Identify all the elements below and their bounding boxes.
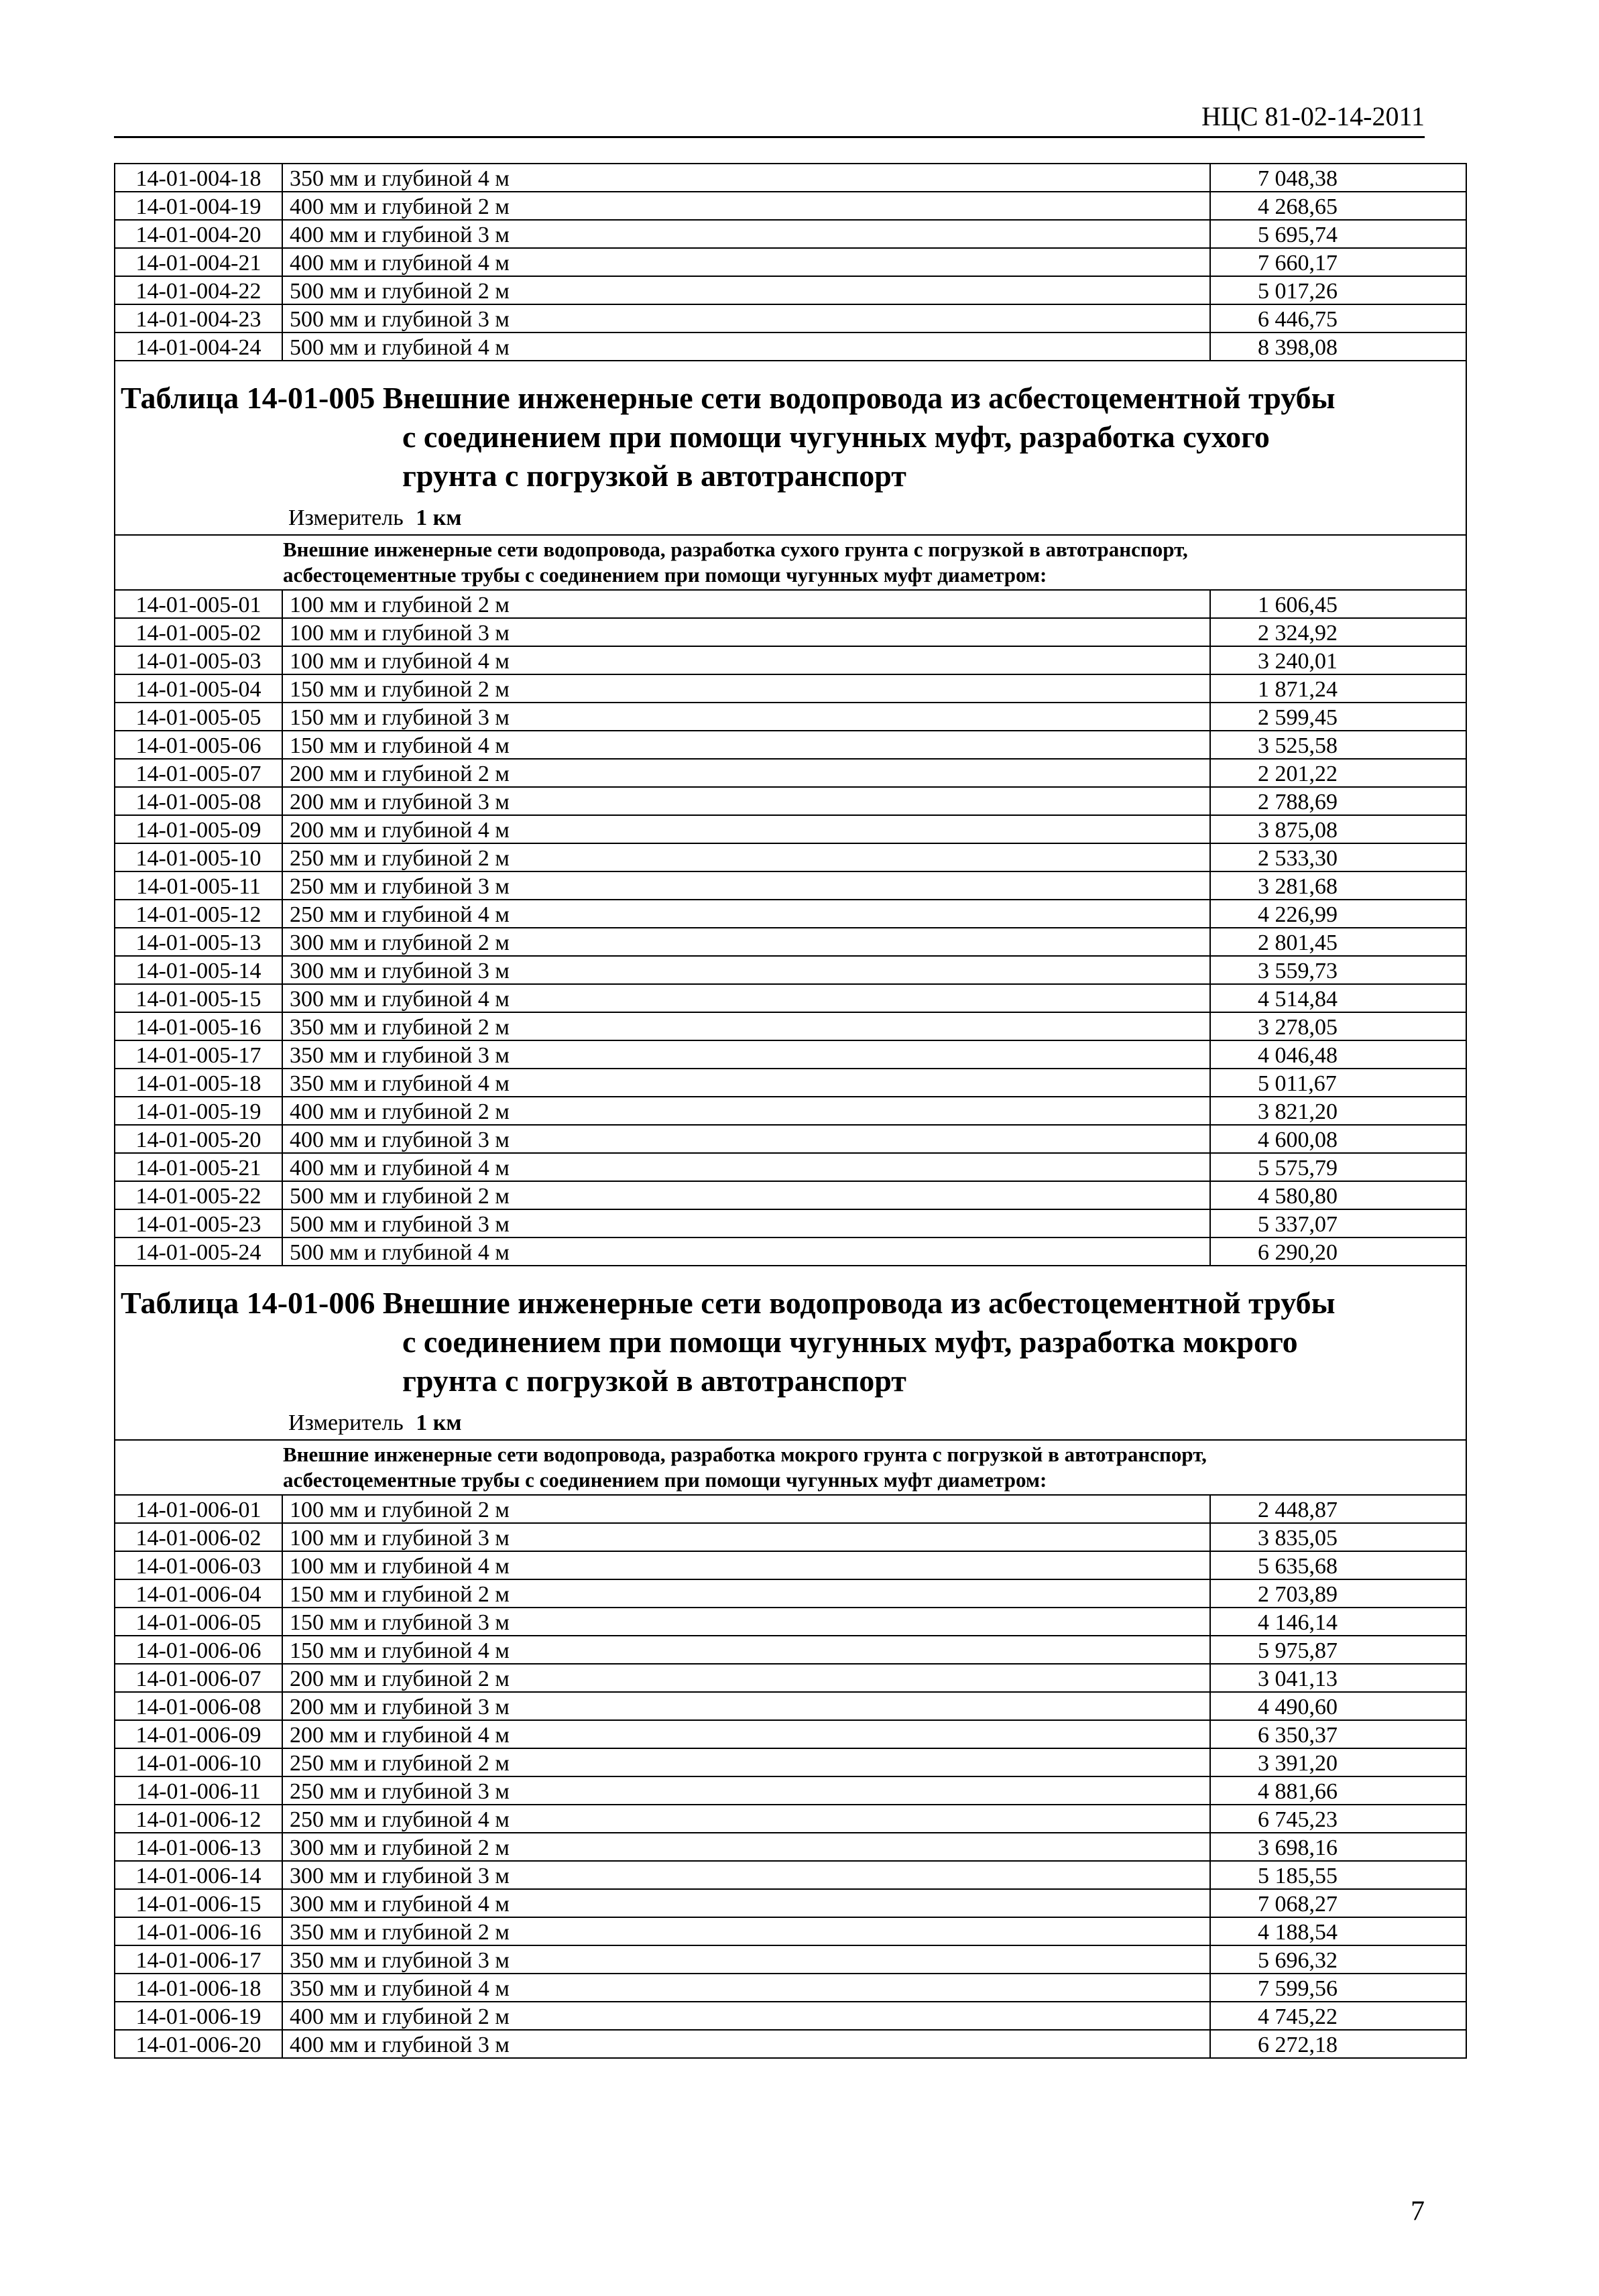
item-description: 100 мм и глубиной 2 м — [282, 1495, 1210, 1523]
rate-code: 14-01-005-20 — [115, 1125, 282, 1153]
rate-code: 14-01-005-13 — [115, 928, 282, 956]
rate-code: 14-01-006-13 — [115, 1833, 282, 1861]
price-value: 5 696,32 — [1210, 1945, 1466, 1974]
table-row — [115, 703, 1466, 731]
table-title-line: Таблица 14-01-006 Внешние инженерные сети водопровода из асбестоцементной трубы — [121, 1286, 1336, 1320]
unit-value: 1 км — [416, 1410, 462, 1435]
unit-value: 1 км — [416, 505, 462, 530]
item-description: 500 мм и глубиной 4 м — [282, 1237, 1210, 1266]
item-description: 200 мм и глубиной 3 м — [282, 787, 1210, 815]
price-value: 4 146,14 — [1210, 1608, 1466, 1636]
rate-code: 14-01-005-05 — [115, 703, 282, 731]
rate-code: 14-01-005-14 — [115, 956, 282, 984]
price-value: 5 185,55 — [1210, 1861, 1466, 1889]
table-row — [115, 787, 1466, 815]
page-number: 7 — [1411, 2196, 1425, 2227]
price-value: 5 635,68 — [1210, 1551, 1466, 1579]
price-value: 2 703,89 — [1210, 1579, 1466, 1608]
group-header-line: асбестоцементные трубы с соединением при помощи чугунных муфт диаметром: — [283, 563, 1047, 587]
price-value: 6 446,75 — [1210, 304, 1466, 333]
rate-code: 14-01-006-14 — [115, 1861, 282, 1889]
table-row — [115, 248, 1466, 276]
price-value: 7 599,56 — [1210, 1974, 1466, 2002]
rate-code: 14-01-006-15 — [115, 1889, 282, 1917]
item-description: 350 мм и глубиной 3 м — [282, 1040, 1210, 1069]
price-value: 5 975,87 — [1210, 1636, 1466, 1664]
rate-code: 14-01-005-09 — [115, 815, 282, 843]
price-value: 4 580,80 — [1210, 1181, 1466, 1209]
item-description: 500 мм и глубиной 3 м — [282, 304, 1210, 333]
rate-code: 14-01-006-16 — [115, 1917, 282, 1945]
table-row — [115, 759, 1466, 787]
price-value: 5 695,74 — [1210, 220, 1466, 248]
price-value: 2 533,30 — [1210, 843, 1466, 871]
table-title-line: грунта с погрузкой в автотранспорт — [402, 459, 906, 493]
rate-code: 14-01-006-17 — [115, 1945, 282, 1974]
rate-code: 14-01-005-01 — [115, 590, 282, 618]
price-value: 3 525,58 — [1210, 731, 1466, 759]
price-value: 2 801,45 — [1210, 928, 1466, 956]
price-value: 6 745,23 — [1210, 1805, 1466, 1833]
rate-code: 14-01-005-02 — [115, 618, 282, 646]
item-description: 500 мм и глубиной 3 м — [282, 1209, 1210, 1237]
rate-code: 14-01-004-22 — [115, 276, 282, 304]
rate-code: 14-01-005-21 — [115, 1153, 282, 1181]
table-row — [115, 1125, 1466, 1153]
table-row — [115, 1237, 1466, 1266]
price-value: 4 514,84 — [1210, 984, 1466, 1012]
price-value: 3 559,73 — [1210, 956, 1466, 984]
item-description: 400 мм и глубиной 3 м — [282, 1125, 1210, 1153]
rate-code: 14-01-006-01 — [115, 1495, 282, 1523]
rate-code: 14-01-006-18 — [115, 1974, 282, 2002]
item-description: 100 мм и глубиной 3 м — [282, 1523, 1210, 1551]
price-value: 3 278,05 — [1210, 1012, 1466, 1040]
item-description: 400 мм и глубиной 4 м — [282, 248, 1210, 276]
table-row — [115, 731, 1466, 759]
price-value: 3 240,01 — [1210, 646, 1466, 674]
item-description: 300 мм и глубиной 4 м — [282, 1889, 1210, 1917]
table-row — [115, 1097, 1466, 1125]
table-title-cell — [115, 361, 1466, 535]
table-row — [115, 1551, 1466, 1579]
item-description: 400 мм и глубиной 2 м — [282, 1097, 1210, 1125]
rate-code: 14-01-005-17 — [115, 1040, 282, 1069]
group-header-row — [115, 535, 1466, 590]
price-value: 1 606,45 — [1210, 590, 1466, 618]
item-description: 300 мм и глубиной 2 м — [282, 928, 1210, 956]
item-description: 250 мм и глубиной 2 м — [282, 843, 1210, 871]
price-value: 3 835,05 — [1210, 1523, 1466, 1551]
table-row — [115, 164, 1466, 192]
table-row — [115, 1889, 1466, 1917]
price-value: 3 698,16 — [1210, 1833, 1466, 1861]
table-row — [115, 1040, 1466, 1069]
table-row — [115, 871, 1466, 900]
unit-of-measure — [121, 506, 1458, 530]
table-row — [115, 674, 1466, 703]
group-header — [115, 1440, 1466, 1495]
rate-code: 14-01-006-11 — [115, 1776, 282, 1805]
price-value: 2 448,87 — [1210, 1495, 1466, 1523]
price-value: 4 600,08 — [1210, 1125, 1466, 1153]
item-description: 150 мм и глубиной 4 м — [282, 731, 1210, 759]
rate-code: 14-01-004-21 — [115, 248, 282, 276]
table-row — [115, 1153, 1466, 1181]
price-value: 5 017,26 — [1210, 276, 1466, 304]
rate-code: 14-01-005-07 — [115, 759, 282, 787]
rate-code: 14-01-006-19 — [115, 2002, 282, 2030]
item-description: 400 мм и глубиной 2 м — [282, 2002, 1210, 2030]
rate-code: 14-01-005-18 — [115, 1069, 282, 1097]
rate-code: 14-01-005-10 — [115, 843, 282, 871]
price-value: 7 048,38 — [1210, 164, 1466, 192]
item-description: 350 мм и глубиной 2 м — [282, 1012, 1210, 1040]
item-description: 100 мм и глубиной 2 м — [282, 590, 1210, 618]
item-description: 150 мм и глубиной 2 м — [282, 674, 1210, 703]
table-row — [115, 2002, 1466, 2030]
table-row — [115, 843, 1466, 871]
price-value: 2 788,69 — [1210, 787, 1466, 815]
item-description: 150 мм и глубиной 2 м — [282, 1579, 1210, 1608]
table-title — [121, 1284, 1458, 1400]
document-code-header: НЦС 81-02-14-2011 — [114, 101, 1425, 138]
rate-code: 14-01-006-05 — [115, 1608, 282, 1636]
table-row — [115, 590, 1466, 618]
rate-code: 14-01-005-06 — [115, 731, 282, 759]
item-description: 300 мм и глубиной 3 м — [282, 1861, 1210, 1889]
group-header-line: асбестоцементные трубы с соединением при помощи чугунных муфт диаметром: — [283, 1468, 1047, 1492]
item-description: 100 мм и глубиной 4 м — [282, 1551, 1210, 1579]
table-row — [115, 1069, 1466, 1097]
rate-code: 14-01-005-03 — [115, 646, 282, 674]
rate-code: 14-01-004-23 — [115, 304, 282, 333]
table-row — [115, 618, 1466, 646]
table-title-row — [115, 1266, 1466, 1440]
table-row — [115, 1579, 1466, 1608]
price-value: 3 875,08 — [1210, 815, 1466, 843]
item-description: 150 мм и глубиной 3 м — [282, 703, 1210, 731]
price-value: 4 490,60 — [1210, 1692, 1466, 1720]
table-row — [115, 1861, 1466, 1889]
item-description: 150 мм и глубиной 3 м — [282, 1608, 1210, 1636]
item-description: 100 мм и глубиной 4 м — [282, 646, 1210, 674]
table-row — [115, 1776, 1466, 1805]
price-value: 1 871,24 — [1210, 674, 1466, 703]
rate-code: 14-01-006-02 — [115, 1523, 282, 1551]
rate-code: 14-01-005-12 — [115, 900, 282, 928]
rates-table — [114, 163, 1467, 2059]
group-header — [115, 535, 1466, 590]
price-value: 4 188,54 — [1210, 1917, 1466, 1945]
group-header-line: Внешние инженерные сети водопровода, разработка сухого грунта с погрузкой в автотранспорт, — [283, 538, 1188, 561]
price-value: 2 201,22 — [1210, 759, 1466, 787]
price-value: 3 821,20 — [1210, 1097, 1466, 1125]
item-description: 100 мм и глубиной 3 м — [282, 618, 1210, 646]
price-value: 8 398,08 — [1210, 333, 1466, 361]
item-description: 250 мм и глубиной 4 м — [282, 900, 1210, 928]
rate-code: 14-01-006-06 — [115, 1636, 282, 1664]
table-title-line: с соединением при помощи чугунных муфт, разработка мокрого — [402, 1325, 1298, 1359]
item-description: 300 мм и глубиной 3 м — [282, 956, 1210, 984]
unit-label: Измеритель — [288, 505, 404, 530]
item-description: 400 мм и глубиной 4 м — [282, 1153, 1210, 1181]
price-value: 6 350,37 — [1210, 1720, 1466, 1748]
item-description: 400 мм и глубиной 2 м — [282, 192, 1210, 220]
price-value: 2 599,45 — [1210, 703, 1466, 731]
rate-code: 14-01-005-04 — [115, 674, 282, 703]
table-row — [115, 1720, 1466, 1748]
rate-code: 14-01-005-16 — [115, 1012, 282, 1040]
item-description: 500 мм и глубиной 2 м — [282, 1181, 1210, 1209]
table-row — [115, 1833, 1466, 1861]
table-title — [121, 379, 1458, 495]
rate-code: 14-01-004-19 — [115, 192, 282, 220]
item-description: 200 мм и глубиной 4 м — [282, 815, 1210, 843]
table-title-line: Таблица 14-01-005 Внешние инженерные сети водопровода из асбестоцементной трубы — [121, 381, 1336, 415]
item-description: 350 мм и глубиной 4 м — [282, 1069, 1210, 1097]
rate-code: 14-01-006-12 — [115, 1805, 282, 1833]
document-body — [114, 163, 1421, 2059]
item-description: 250 мм и глубиной 3 м — [282, 1776, 1210, 1805]
table-title-line: с соединением при помощи чугунных муфт, разработка сухого — [402, 420, 1270, 454]
item-description: 200 мм и глубиной 4 м — [282, 1720, 1210, 1748]
table-row — [115, 815, 1466, 843]
table-row — [115, 2030, 1466, 2058]
group-header-line: Внешние инженерные сети водопровода, разработка мокрого грунта с погрузкой в автотранспорт, — [283, 1443, 1207, 1466]
price-value: 5 337,07 — [1210, 1209, 1466, 1237]
table-row — [115, 956, 1466, 984]
rate-code: 14-01-005-11 — [115, 871, 282, 900]
item-description: 350 мм и глубиной 3 м — [282, 1945, 1210, 1974]
price-value: 3 281,68 — [1210, 871, 1466, 900]
table-row — [115, 1012, 1466, 1040]
table-title-line: грунта с погрузкой в автотранспорт — [402, 1364, 906, 1398]
rate-code: 14-01-005-24 — [115, 1237, 282, 1266]
table-row — [115, 1664, 1466, 1692]
price-value: 4 046,48 — [1210, 1040, 1466, 1069]
table-row — [115, 1974, 1466, 2002]
rate-code: 14-01-005-08 — [115, 787, 282, 815]
item-description: 500 мм и глубиной 2 м — [282, 276, 1210, 304]
item-description: 350 мм и глубиной 4 м — [282, 1974, 1210, 2002]
table-title-cell — [115, 1266, 1466, 1440]
item-description: 200 мм и глубиной 2 м — [282, 1664, 1210, 1692]
table-006-heading — [115, 1266, 1466, 1495]
table-row — [115, 333, 1466, 361]
item-description: 250 мм и глубиной 3 м — [282, 871, 1210, 900]
item-description: 350 мм и глубиной 4 м — [282, 164, 1210, 192]
table-row — [115, 1692, 1466, 1720]
item-description: 300 мм и глубиной 4 м — [282, 984, 1210, 1012]
price-value: 4 268,65 — [1210, 192, 1466, 220]
price-value: 2 324,92 — [1210, 618, 1466, 646]
table-row — [115, 1523, 1466, 1551]
table-row — [115, 1181, 1466, 1209]
table-005-rows — [115, 590, 1466, 1266]
table-row — [115, 1805, 1466, 1833]
item-description: 500 мм и глубиной 4 м — [282, 333, 1210, 361]
item-description: 300 мм и глубиной 2 м — [282, 1833, 1210, 1861]
price-value: 7 068,27 — [1210, 1889, 1466, 1917]
table-row — [115, 1748, 1466, 1776]
table-row — [115, 304, 1466, 333]
rate-code: 14-01-006-10 — [115, 1748, 282, 1776]
price-value: 3 041,13 — [1210, 1664, 1466, 1692]
item-description: 200 мм и глубиной 2 м — [282, 759, 1210, 787]
item-description: 200 мм и глубиной 3 м — [282, 1692, 1210, 1720]
price-value: 4 881,66 — [1210, 1776, 1466, 1805]
rate-code: 14-01-006-07 — [115, 1664, 282, 1692]
price-value: 3 391,20 — [1210, 1748, 1466, 1776]
table-row — [115, 1495, 1466, 1523]
table-row — [115, 276, 1466, 304]
item-description: 250 мм и глубиной 4 м — [282, 1805, 1210, 1833]
table-row — [115, 984, 1466, 1012]
price-value: 7 660,17 — [1210, 248, 1466, 276]
table-row — [115, 192, 1466, 220]
table-row — [115, 1636, 1466, 1664]
price-value: 4 745,22 — [1210, 2002, 1466, 2030]
price-value: 5 011,67 — [1210, 1069, 1466, 1097]
rate-code: 14-01-005-15 — [115, 984, 282, 1012]
table-006-rows — [115, 1495, 1466, 2058]
unit-label: Измеритель — [288, 1410, 404, 1435]
table-row — [115, 646, 1466, 674]
rate-code: 14-01-006-03 — [115, 1551, 282, 1579]
rate-code: 14-01-005-19 — [115, 1097, 282, 1125]
unit-of-measure — [121, 1411, 1458, 1435]
table-row — [115, 1945, 1466, 1974]
table-row — [115, 1917, 1466, 1945]
table-title-row — [115, 361, 1466, 535]
price-value: 6 272,18 — [1210, 2030, 1466, 2058]
rate-code: 14-01-004-20 — [115, 220, 282, 248]
rate-code: 14-01-004-18 — [115, 164, 282, 192]
table-row — [115, 1209, 1466, 1237]
rate-code: 14-01-006-20 — [115, 2030, 282, 2058]
item-description: 400 мм и глубиной 3 м — [282, 2030, 1210, 2058]
rate-code: 14-01-004-24 — [115, 333, 282, 361]
price-value: 6 290,20 — [1210, 1237, 1466, 1266]
rate-code: 14-01-006-04 — [115, 1579, 282, 1608]
item-description: 350 мм и глубиной 2 м — [282, 1917, 1210, 1945]
price-value: 5 575,79 — [1210, 1153, 1466, 1181]
table-row — [115, 1608, 1466, 1636]
table-005-heading — [115, 361, 1466, 590]
item-description: 150 мм и глубиной 4 м — [282, 1636, 1210, 1664]
rate-code: 14-01-005-22 — [115, 1181, 282, 1209]
rate-code: 14-01-006-09 — [115, 1720, 282, 1748]
table-row — [115, 928, 1466, 956]
table-004-continuation — [115, 164, 1466, 361]
item-description: 250 мм и глубиной 2 м — [282, 1748, 1210, 1776]
rate-code: 14-01-006-08 — [115, 1692, 282, 1720]
table-row — [115, 900, 1466, 928]
item-description: 400 мм и глубиной 3 м — [282, 220, 1210, 248]
table-row — [115, 220, 1466, 248]
price-value: 4 226,99 — [1210, 900, 1466, 928]
group-header-row — [115, 1440, 1466, 1495]
rate-code: 14-01-005-23 — [115, 1209, 282, 1237]
